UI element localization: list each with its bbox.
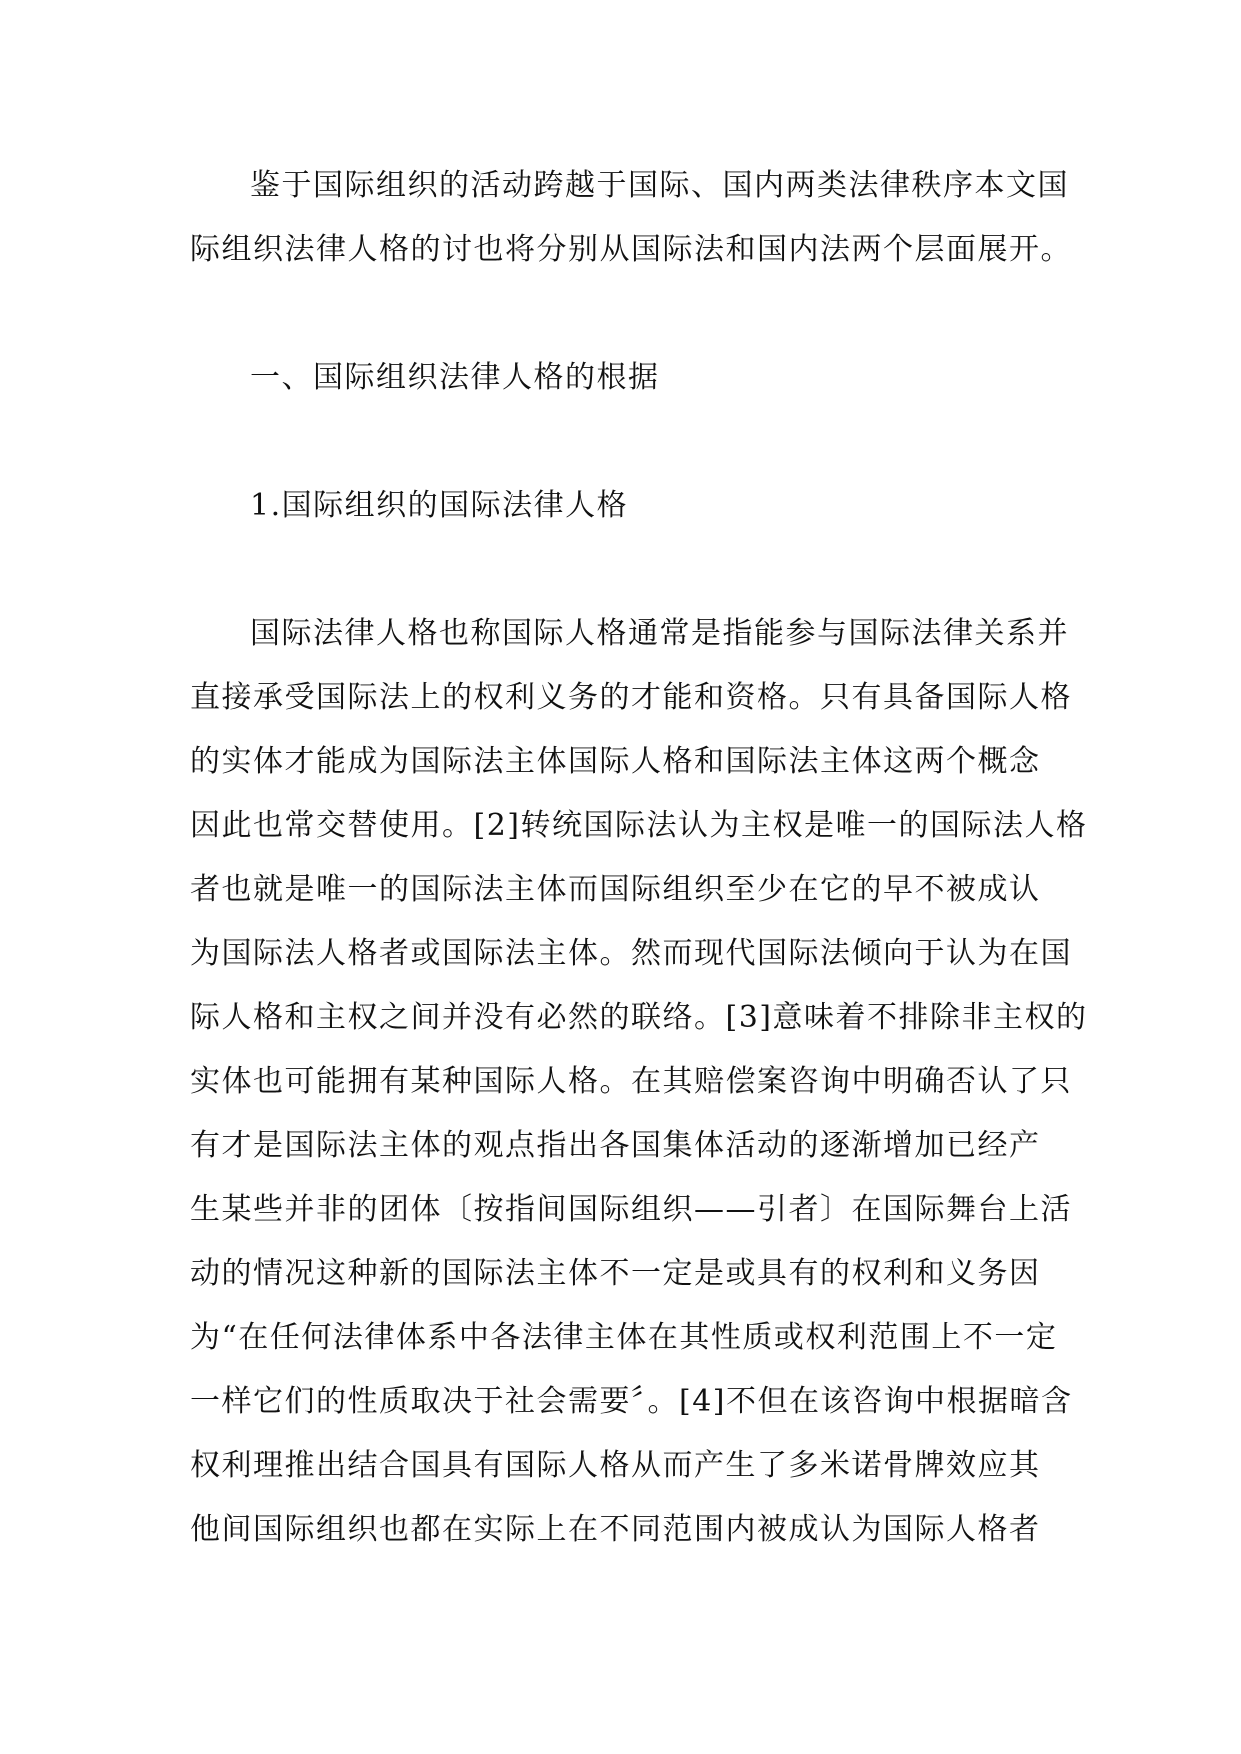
- body-line-14: 权利理推出结合国具有国际人格从而产生了多米诺骨牌效应其: [190, 1448, 1041, 1483]
- subsection-heading: 1.国际组织的国际法律人格: [250, 488, 629, 523]
- body-line-12: 为“在任何法律体系中各法律主体在其性质或权利范围上不一定: [190, 1320, 1058, 1355]
- body-line-1: 国际法律人格也称国际人格通常是指能参与国际法律关系并: [250, 616, 1069, 651]
- body-line-15: 他间国际组织也都在实际上在不同范围内被成认为国际人格者: [190, 1512, 1041, 1547]
- body-line-5: 者也就是唯一的国际法主体而国际组织至少在它的早不被成认: [190, 872, 1041, 907]
- body-line-13: 一样它们的性质取决于社会需要〞。[4]不但在该咨询中根据暗含: [190, 1384, 1073, 1419]
- body-line-6: 为国际法人格者或国际法主体。然而现代国际法倾向于认为在国: [190, 936, 1072, 971]
- body-line-8: 实体也可能拥有某种国际人格。在其赔偿案咨询中明确否认了只: [190, 1064, 1072, 1099]
- body-line-7: 际人格和主权之间并没有必然的联络。[3]意味着不排除非主权的: [190, 1000, 1088, 1035]
- body-line-2: 直接承受国际法上的权利义务的才能和资格。只有具备国际人格: [190, 680, 1072, 715]
- intro-line-2: 际组织法律人格的讨也将分别从国际法和国内法两个层面展开。: [190, 232, 1072, 267]
- body-line-3: 的实体才能成为国际法主体国际人格和国际法主体这两个概念: [190, 744, 1041, 779]
- body-line-10: 生某些并非的团体〔按指间国际组织——引者〕在国际舞台上活: [190, 1192, 1072, 1227]
- section-heading: 一、国际组织法律人格的根据: [250, 360, 660, 395]
- body-line-11: 动的情况这种新的国际法主体不一定是或具有的权利和义务因: [190, 1256, 1041, 1291]
- intro-line-1: 鉴于国际组织的活动跨越于国际、国内两类法律秩序本文国: [250, 168, 1069, 203]
- body-line-9: 有才是国际法主体的观点指出各国集体活动的逐渐增加已经产: [190, 1128, 1041, 1163]
- body-line-4: 因此也常交替使用。[2]转统国际法认为主权是唯一的国际法人格: [190, 808, 1088, 843]
